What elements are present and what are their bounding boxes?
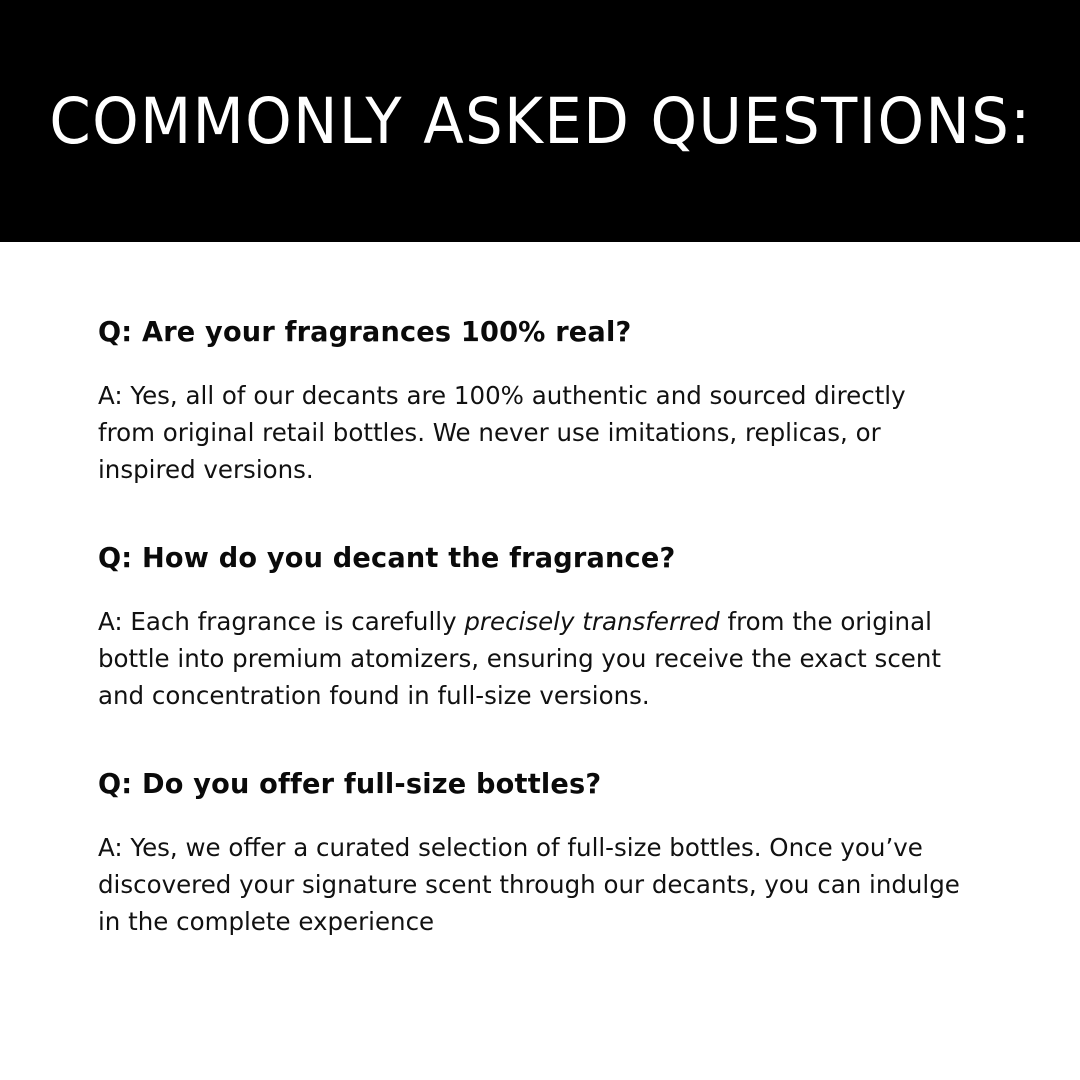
faq-list: [0, 242, 1080, 940]
page-title: COMMONLY ASKED QUESTIONS:: [48, 84, 1032, 158]
faq-question: Q: How do you decant the fragrance?: [98, 541, 676, 574]
faq-item: [98, 540, 982, 714]
faq-answer: [98, 829, 964, 940]
faq-answer-text-cont: from the original bottle into premium atomizers, ensuring you receive the exact scent and concentration found in full-size versions.: [98, 607, 942, 710]
header-banner: [0, 0, 1080, 242]
faq-item: [98, 314, 982, 488]
faq-answer-text: A: Yes, we offer a curated selection of full-size bottles. Once you’ve discovered your signature scent through our decants, you can indulge in the complete experience: [98, 833, 960, 936]
faq-answer-text: A: Yes, all of our decants are 100% authentic and sourced directly from original retail bottles. We never use imitations, replicas, or inspired versions.: [98, 381, 906, 484]
faq-item: [98, 766, 982, 940]
faq-answer-text: A: Each fragrance is carefully: [98, 607, 465, 636]
faq-answer: [98, 603, 964, 714]
faq-question: Q: Do you offer full-size bottles?: [98, 767, 602, 800]
faq-answer-emphasis: precisely transferred: [464, 607, 720, 636]
faq-question: Q: Are your fragrances 100% real?: [98, 315, 632, 348]
faq-content: [0, 242, 1080, 940]
faq-answer: [98, 377, 964, 488]
